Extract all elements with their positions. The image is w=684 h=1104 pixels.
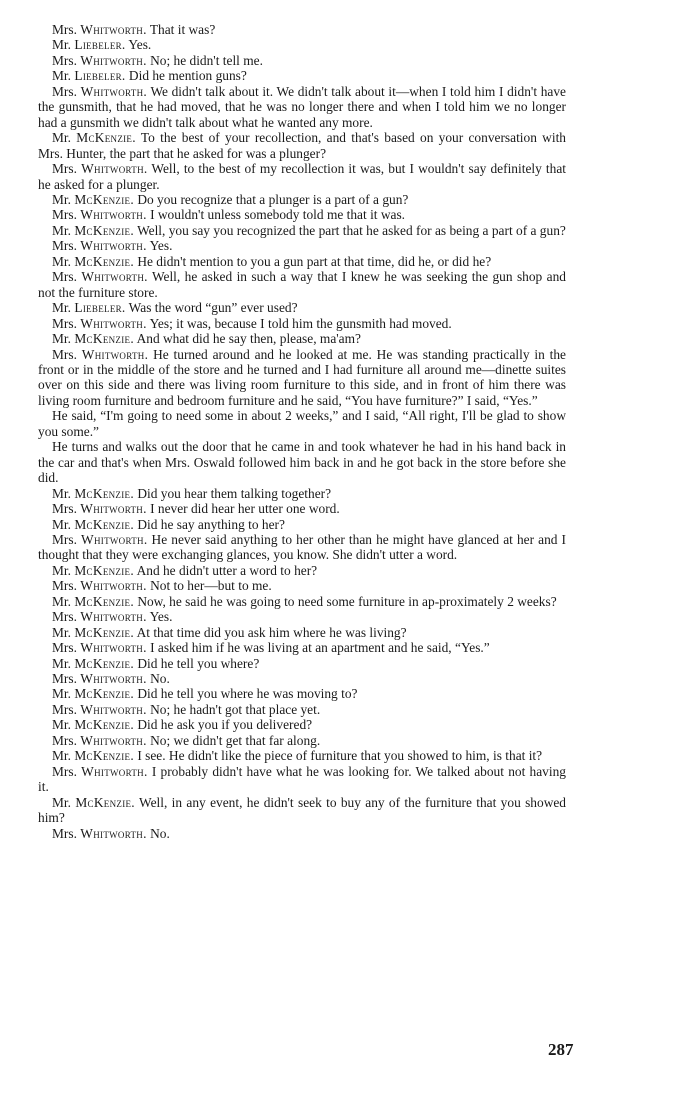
- testimony-paragraph: [38, 702, 566, 717]
- speaker-label: [52, 656, 134, 671]
- speaker-title: Mr.: [52, 593, 71, 609]
- testimony-paragraph: [38, 207, 566, 222]
- testimony-text: Well, in any event, he didn't seek to buy any of the furniture that you showed him?: [38, 794, 567, 826]
- page-number: 287: [548, 1040, 574, 1059]
- testimony-text: I wouldn't unless somebody told me that it was.: [146, 207, 406, 223]
- speaker-label: [52, 532, 147, 547]
- testimony-paragraph: [38, 625, 566, 640]
- testimony-text: Well, to the best of my recollection it was, but I wouldn't say definitely that he asked for a plunger.: [38, 161, 567, 192]
- speaker-label: [52, 22, 147, 37]
- testimony-text: I asked him if he was living at an apartment and he said, “Yes.”: [146, 640, 490, 656]
- speaker-name: Whitworth.: [81, 531, 148, 547]
- testimony-paragraph: [38, 22, 566, 37]
- testimony-text: I probably didn't have what he was looking for. We talked about not having it.: [38, 763, 566, 795]
- testimony-paragraph: [38, 331, 566, 346]
- speaker-label: [52, 347, 148, 362]
- speaker-label: [52, 578, 147, 593]
- speaker-title: Mrs.: [52, 825, 77, 841]
- speaker-title: Mr.: [52, 191, 71, 207]
- testimony-paragraph: [38, 68, 566, 83]
- testimony-text: Well, you say you recognized the part that he asked for as being a part of a gun?: [133, 222, 566, 238]
- testimony-paragraph: [38, 532, 566, 563]
- speaker-name: Whitworth.: [80, 671, 147, 687]
- testimony-text: Did he mention guns?: [125, 68, 247, 84]
- testimony-text: No.: [146, 671, 170, 687]
- testimony-paragraph: [38, 53, 566, 68]
- speaker-name: McKenzie.: [74, 562, 134, 578]
- speaker-title: Mr.: [52, 300, 71, 316]
- testimony-paragraph: [38, 300, 566, 315]
- speaker-label: [52, 53, 147, 68]
- testimony-paragraph: [38, 656, 566, 671]
- speaker-label: [52, 671, 147, 686]
- testimony-paragraph: [38, 269, 566, 300]
- testimony-text: He turns and walks out the door that he came in and took whatever he had in his hand back in the car and that's when Mrs. Oswald followed him back in and he got back in the store before she did.: [38, 439, 566, 486]
- speaker-title: Mr.: [52, 624, 71, 640]
- testimony-paragraph: [38, 748, 566, 763]
- testimony-text: Yes.: [125, 37, 152, 53]
- speaker-title: Mrs.: [52, 83, 77, 99]
- speaker-name: Liebeler.: [74, 68, 126, 84]
- speaker-name: McKenzie.: [74, 485, 134, 501]
- testimony-paragraph: [38, 408, 566, 439]
- testimony-paragraph: [38, 733, 566, 748]
- speaker-name: Whitworth.: [80, 22, 147, 37]
- testimony-paragraph: [38, 609, 566, 624]
- testimony-paragraph: [38, 347, 566, 409]
- speaker-label: [52, 300, 126, 315]
- speaker-label: [52, 625, 134, 640]
- testimony-text: I see. He didn't like the piece of furniture that you showed to him, is that it?: [133, 748, 543, 764]
- testimony-text: Did he tell you where he was moving to?: [133, 686, 358, 702]
- testimony-text: Did he ask you if you delivered?: [133, 717, 313, 733]
- testimony-text: No.: [146, 825, 170, 841]
- testimony-paragraph: [38, 795, 566, 826]
- testimony-text: Yes.: [146, 238, 173, 254]
- speaker-name: McKenzie.: [74, 717, 134, 733]
- speaker-name: Liebeler.: [74, 300, 126, 316]
- speaker-name: Whitworth.: [80, 52, 147, 68]
- testimony-paragraph: [38, 717, 566, 732]
- testimony-text: Did he say anything to her?: [133, 516, 285, 532]
- speaker-title: Mr.: [52, 331, 71, 347]
- speaker-label: [52, 207, 147, 222]
- speaker-label: [52, 609, 147, 624]
- testimony-text: Did he tell you where?: [133, 655, 260, 671]
- speaker-label: [52, 733, 147, 748]
- testimony-paragraph: [38, 671, 566, 686]
- speaker-title: Mrs.: [52, 501, 77, 517]
- speaker-name: Whitworth.: [80, 732, 147, 748]
- testimony-paragraph: [38, 640, 566, 655]
- speaker-title: Mr.: [52, 686, 71, 702]
- testimony-paragraph: [38, 439, 566, 485]
- testimony-text: Was the word “gun” ever used?: [125, 300, 298, 316]
- testimony-paragraph: [38, 486, 566, 501]
- speaker-title: Mrs.: [52, 671, 77, 687]
- testimony-text: That it was?: [146, 22, 216, 37]
- testimony-paragraph: [38, 764, 566, 795]
- speaker-title: Mrs.: [52, 207, 77, 223]
- speaker-label: [52, 238, 147, 253]
- speaker-name: Whitworth.: [80, 701, 147, 717]
- speaker-title: Mr.: [52, 748, 71, 764]
- speaker-name: Whitworth.: [80, 578, 147, 594]
- testimony-text: Yes.: [146, 609, 173, 625]
- speaker-title: Mr.: [52, 717, 71, 733]
- testimony-text: Now, he said he was going to need some furniture in ap-proximately 2 weeks?: [133, 593, 557, 609]
- speaker-name: Whitworth.: [80, 207, 147, 223]
- speaker-label: [52, 748, 134, 763]
- speaker-label: [52, 640, 147, 655]
- speaker-name: Whitworth.: [81, 763, 148, 779]
- speaker-name: McKenzie.: [74, 331, 134, 347]
- testimony-text: Well, he asked in such a way that I knew he was seeking the gun shop and not the furniture store.: [38, 269, 566, 300]
- speaker-title: Mr.: [52, 253, 71, 269]
- speaker-name: McKenzie.: [74, 516, 134, 532]
- speaker-label: [52, 84, 147, 99]
- speaker-label: [52, 764, 148, 779]
- speaker-name: Whitworth.: [80, 315, 147, 331]
- speaker-label: [52, 717, 134, 732]
- testimony-text: And what did he say then, please, ma'am?: [133, 331, 361, 347]
- testimony-text: He never said anything to her other than he might have glanced at her and I thought that they were exchanging glances, you know. She didn't utter a word.: [38, 531, 566, 563]
- speaker-name: Whitworth.: [81, 161, 148, 177]
- speaker-title: Mrs.: [52, 609, 77, 625]
- speaker-title: Mrs.: [52, 22, 77, 37]
- speaker-title: Mr.: [52, 562, 71, 578]
- speaker-title: Mrs.: [52, 238, 77, 254]
- testimony-text: At that time did you ask him where he was living?: [133, 624, 407, 640]
- speaker-name: Whitworth.: [80, 501, 147, 517]
- testimony-paragraph: [38, 161, 566, 192]
- speaker-title: Mrs.: [52, 578, 77, 594]
- testimony-text: Yes; it was, because I told him the gunsmith had moved.: [146, 315, 452, 331]
- speaker-title: Mrs.: [52, 346, 77, 362]
- speaker-label: [52, 192, 134, 207]
- speaker-label: [52, 594, 134, 609]
- speaker-label: [52, 826, 147, 841]
- speaker-title: Mr.: [52, 485, 71, 501]
- testimony-text: Did you hear them talking together?: [133, 485, 332, 501]
- speaker-title: Mrs.: [52, 701, 77, 717]
- speaker-title: Mr.: [52, 516, 71, 532]
- speaker-title: Mrs.: [52, 269, 77, 285]
- speaker-name: Whitworth.: [80, 825, 147, 841]
- testimony-paragraph: [38, 826, 566, 841]
- speaker-name: Liebeler.: [74, 37, 126, 53]
- speaker-label: [52, 68, 126, 83]
- speaker-label: [52, 563, 134, 578]
- testimony-paragraph: [38, 563, 566, 578]
- speaker-title: Mr.: [52, 794, 71, 810]
- testimony-text: I never did hear her utter one word.: [146, 501, 340, 517]
- speaker-label: [52, 223, 134, 238]
- speaker-title: Mr.: [52, 655, 71, 671]
- speaker-label: [52, 702, 147, 717]
- speaker-name: McKenzie.: [74, 655, 134, 671]
- speaker-title: Mrs.: [52, 640, 77, 656]
- testimony-paragraph: [38, 223, 566, 238]
- speaker-label: [52, 316, 147, 331]
- speaker-title: Mrs.: [52, 161, 77, 177]
- speaker-name: McKenzie.: [74, 748, 134, 764]
- testimony-paragraph: [38, 501, 566, 516]
- testimony-text: Do you recognize that a plunger is a part of a gun?: [133, 191, 409, 207]
- testimony-paragraph: [38, 594, 566, 609]
- testimony-text: We didn't talk about it. We didn't talk about it—when I told him I didn't have the gunsmith, that he had moved, that he was no longer there and when I told him we no longer had a gunsmith we didn't talk about what he wanted any more.: [38, 83, 566, 130]
- testimony-paragraph: [38, 192, 566, 207]
- testimony-paragraph: [38, 84, 566, 130]
- testimony-text: And he didn't utter a word to her?: [133, 562, 318, 578]
- speaker-name: Whitworth.: [81, 269, 148, 285]
- speaker-name: McKenzie.: [74, 686, 134, 702]
- testimony-text: No; he didn't tell me.: [146, 52, 263, 68]
- speaker-title: Mrs.: [52, 763, 77, 779]
- testimony-paragraph: [38, 37, 566, 52]
- speaker-title: Mrs.: [52, 732, 77, 748]
- speaker-label: [52, 331, 134, 346]
- speaker-name: Whitworth.: [80, 238, 147, 254]
- speaker-name: Whitworth.: [80, 609, 147, 625]
- speaker-label: [52, 269, 148, 284]
- testimony-text: No; he hadn't got that place yet.: [146, 701, 321, 717]
- speaker-title: Mr.: [52, 130, 71, 146]
- speaker-label: [52, 254, 134, 269]
- speaker-name: Whitworth.: [81, 346, 149, 362]
- speaker-title: Mr.: [52, 68, 71, 84]
- speaker-name: McKenzie.: [74, 624, 134, 640]
- speaker-label: [52, 161, 148, 176]
- testimony-text: He didn't mention to you a gun part at that time, did he, or did he?: [133, 253, 492, 269]
- speaker-label: [52, 501, 147, 516]
- speaker-label: [52, 130, 136, 145]
- testimony-paragraph: [38, 316, 566, 331]
- speaker-name: McKenzie.: [74, 593, 134, 609]
- testimony-text: To the best of your recollection, and that's based on your conversation with Mrs. Hunter, the part that he asked for was a plunger?: [38, 130, 566, 161]
- speaker-title: Mr.: [52, 37, 71, 53]
- speaker-name: McKenzie.: [75, 794, 135, 810]
- speaker-name: McKenzie.: [74, 253, 134, 269]
- testimony-paragraph: [38, 686, 566, 701]
- speaker-name: McKenzie.: [74, 222, 134, 238]
- testimony-text: Not to her—but to me.: [146, 578, 272, 594]
- testimony-text: He said, “I'm going to need some in about 2 weeks,” and I said, “All right, I'll be glad to show you some.”: [38, 408, 566, 439]
- testimony-text: He turned around and he looked at me. He was standing practically in the front or in the middle of the store and he turned and I had furniture all around me—dinette suites over on this side and there was living room furniture to this side, and in front of him there was living room furniture and bedroom furniture and he said, “You have furniture?” I said, “Yes.”: [38, 346, 566, 408]
- testimony-paragraph: [38, 517, 566, 532]
- testimony-paragraph: [38, 254, 566, 269]
- speaker-title: Mrs.: [52, 315, 77, 331]
- speaker-name: McKenzie.: [76, 130, 136, 146]
- speaker-label: [52, 517, 134, 532]
- speaker-title: Mrs.: [52, 531, 77, 547]
- testimony-paragraph: [38, 238, 566, 253]
- speaker-name: Whitworth.: [80, 83, 148, 99]
- speaker-name: Whitworth.: [80, 640, 147, 656]
- speaker-name: McKenzie.: [74, 191, 134, 207]
- transcript-body: [38, 22, 566, 841]
- speaker-title: Mrs.: [52, 52, 77, 68]
- speaker-label: [52, 486, 134, 501]
- testimony-text: No; we didn't get that far along.: [146, 732, 321, 748]
- speaker-label: [52, 795, 135, 810]
- testimony-paragraph: [38, 578, 566, 593]
- speaker-title: Mr.: [52, 222, 71, 238]
- testimony-paragraph: [38, 130, 566, 161]
- speaker-label: [52, 37, 126, 52]
- speaker-label: [52, 686, 134, 701]
